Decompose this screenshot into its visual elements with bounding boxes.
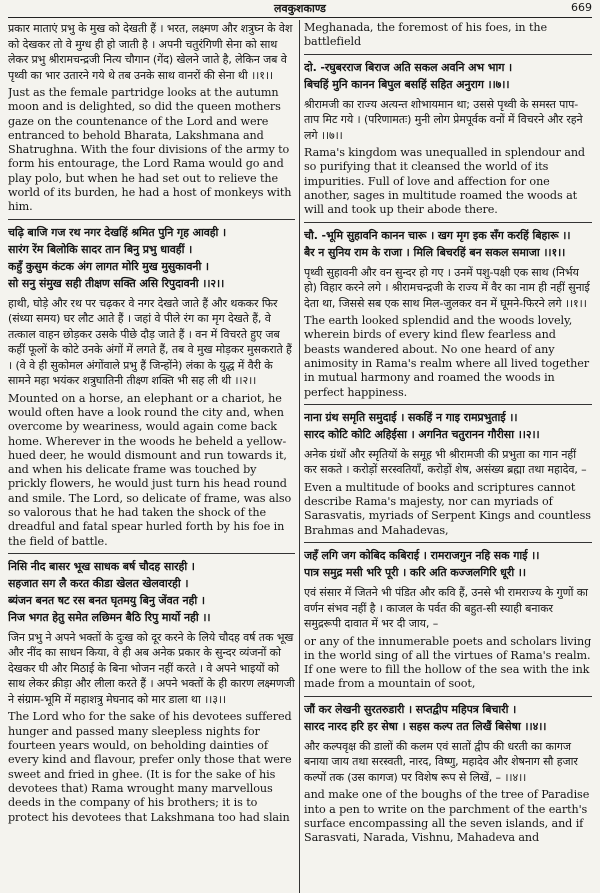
left-column bbox=[8, 21, 295, 893]
chaupai-block bbox=[304, 701, 592, 735]
verse-line: पात्र समुद्र मसी भरि पूरी । करि अति कज्जलगिरि धूरी ।। bbox=[304, 566, 526, 580]
page-header bbox=[8, 0, 592, 18]
verse-line: निसि नीद बासर भूख साधक बर्ष चौदह सारही । bbox=[8, 559, 195, 573]
verse-line: चौ. -भूमि सुहावनि कानन चारू । खग मृग इक सँग करहिं बिहारू ।। bbox=[304, 228, 571, 242]
english-translation: Just as the female partridge looks at the autumn moon and is delighted, so did the queen mothers gaze on the countenance of the Lord and were entranced to behold Bharata, Lakshmana and Shatrughna. With the four divisions of the army to form his entourage, the Lord Rama would go and play polo, but when he had set out to relieve the world of its burden, he had a host of monkeys with him. bbox=[8, 86, 292, 214]
chaupai-block bbox=[304, 547, 592, 581]
verse-line: चढ़ि बाजि गज रथ नगर देखहिं श्रमित पुनि गृह आवही । bbox=[8, 225, 227, 239]
english-translation: Even a multitude of books and scriptures cannot describe Rama's majesty, nor can myriads of Sarasvatis, myriads of Serpent Kings and countless Brahmas and Mahadevas, bbox=[304, 480, 591, 537]
english-translation: Mounted on a horse, an elephant or a chariot, he would often have a look round the city and, when overcome by weariness, would again come back home. Wherever in the woods he beheld a yellow-hued deer, he would dismount and run towards it, and when his delicate frame was touched by prickly flowers, he would just turn his head round and smile. The Lord, so delicate of frame, was also so valorous that he had taken the shock of the dreadful and fatal spear hurled forth by his foe in the field of battle. bbox=[8, 391, 292, 548]
hindi-commentary: जिन प्रभु ने अपने भक्तों के दुःख को दूर करने के लिये चौदह वर्ष तक भूख और नींद का साधन किया, वे ही अब अनेक प्रकार के सुन्दर व्यंजनों को देखकर घी और मिठाई के बिना भोजन नहीं करते । वे अपने भाइयों को साथ लेकर क्रीड़ा और लीला करते हैं । अपने भक्तों के ही कारण लक्ष्मणजी ने संग्राम-भूमि में महाशत्रु मेघनाद को मार डाला था ।।३।। bbox=[8, 630, 295, 706]
verse-line: सहजात सग लै करत कीडा खेलत खेलवारही । bbox=[8, 576, 189, 590]
hindi-commentary: प्रकार माताएं प्रभु के मुख को देखती हैं । भरत, लक्ष्मण और शत्रुघ्न के वेश को देखकर तो वे मुग्ध ही हो जाती है । अपनी चतुरंगिणी सेना को साथ लेकर प्रभु श्रीरामचन्द्रजी नित्य चौगान (गेंद) खेलने जाते है, लेकिन जब वे पृथ्वी का भार उतारने गये थे तब उनके साथ वानरों की सेना थी ।।१।। bbox=[8, 22, 293, 82]
section-rule bbox=[304, 222, 592, 223]
verse-line: ब्यंजन बनत षट रस बनत घृतमयु बिनु जेंवत नही । bbox=[8, 593, 205, 607]
verse-line: सो सनु संमुख सही तीक्षण सक्ति असि रिपुदावनी ।।२।। bbox=[8, 276, 225, 290]
right-column bbox=[304, 21, 592, 893]
verse-line: सारंग रेंम बिलोकि सादर तान बिनु प्रभु धावहीं । bbox=[8, 242, 193, 256]
verse-line: नाना ग्रंथ समृति समुदाई । सकहिं न गाइ रामप्रभुताई ।। bbox=[304, 410, 518, 424]
hindi-commentary: पृथ्वी सुहावनी और वन सुन्दर हो गए । उनमें पशु-पक्षी एक साथ (निर्भय हो) विहार करने लगे । श्रीरामचन्द्रजी के राज्य में वैर का नाम ही नहीं सुनाई देता था, जिससे सब एक साथ मिल-जुलकर वन में घूमने-फिरने लगे ।।१।। bbox=[304, 265, 590, 310]
section-rule bbox=[304, 696, 592, 697]
english-translation: The earth looked splendid and the woods lovely, wherein birds of every kind flew fearless and beasts wandered about. No one heard of any animosity in Rama's realm where all lived together in mutual harmony and roamed the woods in perfect happiness. bbox=[304, 314, 590, 399]
section-rule bbox=[304, 54, 592, 55]
verse-line: सारद कोटि कोटि अहिईसा । अगनित चतुरानन गौरीसा ।।२।। bbox=[304, 427, 540, 441]
verse-line: निज भगत हेतु समेत लछिमन बैठि रिपु मार्यो नही ।। bbox=[8, 610, 211, 624]
chapter-title: लवकुशकाण्ड bbox=[274, 2, 326, 15]
verse-block bbox=[8, 558, 295, 626]
english-translation: The Lord who for the sake of his devotees suffered hunger and passed many sleepless nights for fourteen years would, on beholding dainties of every kind and flavour, prefer only those that were sweet and fried in ghee. (It is for the sake of his devotees that) Rama wrought many marvellous deeds in the company of his brothers; it is to protect his devotees that Lakshmana too had slain bbox=[8, 710, 292, 824]
section-rule bbox=[304, 404, 592, 405]
page-number: 669 bbox=[571, 1, 592, 14]
column-divider bbox=[299, 20, 300, 893]
hindi-commentary: और कल्पवृक्ष की डालों की कलम एवं सातों द्वीप की धरती का कागज बनाया जाय तथा सरस्वती, नारद, विष्णु, महादेव और शेषनाग सौ हजार कल्पों तक (उस कागज) पर विशेष रूप से लिखें, – ।।४।। bbox=[304, 739, 578, 784]
section-rule bbox=[8, 219, 295, 220]
english-translation: Meghanada, the foremost of his foes, in the battlefield bbox=[304, 21, 548, 49]
chaupai-block bbox=[304, 409, 592, 443]
english-translation: or any of the innumerable poets and scholars living in the world sing of all the virtues of Rama's realm. If one were to fill the hollow of the sea with the ink made from a mountain of soot, bbox=[304, 634, 592, 691]
hindi-commentary: हाथी, घोड़े और रथ पर चढ़कर वे नगर देखते जाते हैं और थककर फिर (संध्या समय) घर लौट आते हैं । जहां वे पीले रंग का मृग देखते हैं, वे तत्काल वाहन छोड़कर उसके पीछे दौड़ जाते हैं । वन में विचरते हुए जब कहीं फूलों के कोटे उनके अंगों में लगते हैं, तब वे मुख मोड़कर मुसकराते हैं । (वे वे ही सुकोमल अंगोंवाले प्रभु हैं जिन्होंने) लंका के युद्ध में वैरी के सामने महा भयंकर शत्रुघातिनी तीक्ष्ण शक्ति भी सह ली थी ।।२।। bbox=[8, 296, 292, 388]
section-rule bbox=[304, 542, 592, 543]
verse-block bbox=[8, 224, 295, 292]
verse-line: दो. -रघुबरराज बिराज अति सकल अवनि अभ भाग । bbox=[304, 60, 513, 74]
section-rule bbox=[8, 553, 295, 554]
hindi-commentary: एवं संसार में जितने भी पंडित और कवि हैं, उनसे भी रामराज्य के गुणों का वर्णन संभव नहीं है । काजल के पर्वत की बहुत-सी स्याही बनाकर समुद्ररूपी दावात में भर दी जाय, – bbox=[304, 586, 588, 631]
verse-line: बैर न सुनिय राम के राजा । मिलि बिचरहिं बन सकल समाजा ।।१।। bbox=[304, 245, 566, 259]
chaupai-block bbox=[304, 227, 592, 261]
english-translation: and make one of the boughs of the tree of Paradise into a pen to write on the parchment of the earth's surface encompassing all the seven islands, and if Sarasvati, Narada, Vishnu, Mahadeva and bbox=[304, 788, 590, 845]
hindi-commentary: अनेक ग्रंथों और स्मृतियों के समूह भी श्रीरामजी की प्रभुता का गान नहीं कर सकते । करोड़ों सरस्वतियाँ, करोड़ों शेष, असंख्य ब्रह्मा तथा महादेव, – bbox=[304, 447, 587, 477]
verse-line: कहुँ कुसुम कंटक अंग लागत मोरि मुख मुसुकावनी । bbox=[8, 259, 209, 273]
verse-line: बिचहिं मुनि कानन बिपुल बसहिं सहित अनुराग ।।७।। bbox=[304, 77, 510, 91]
verse-line: जौं कर लेखनी सुरतरुडारी । सप्तद्वीप महिपत्र बिचारी । bbox=[304, 702, 517, 716]
english-translation: Rama's kingdom was unequalled in splendour and so purifying that it cleansed the world of its impurities. Full of love and affection for one another, sages in multitude roamed the woods at will and took up their abode there. bbox=[304, 146, 585, 217]
hindi-commentary: श्रीरामजी का राज्य अत्यन्त शोभायमान था; उससे पृथ्वी के समस्त पाप-ताप मिट गये । (परिणामतः) मुनी लोग प्रेमपूर्वक वनों में विचरने और रहने लगे ।।७।। bbox=[304, 97, 583, 142]
doha-block bbox=[304, 59, 592, 93]
verse-line: जहँ लगि जग कोबिद कबिराई । रामराजगुन नहि सक गाई ।। bbox=[304, 549, 540, 563]
verse-line: सारद नारद हरि हर सेषा । सहस कल्प तत लिखैं बिसेषा ।।४।। bbox=[304, 719, 547, 733]
